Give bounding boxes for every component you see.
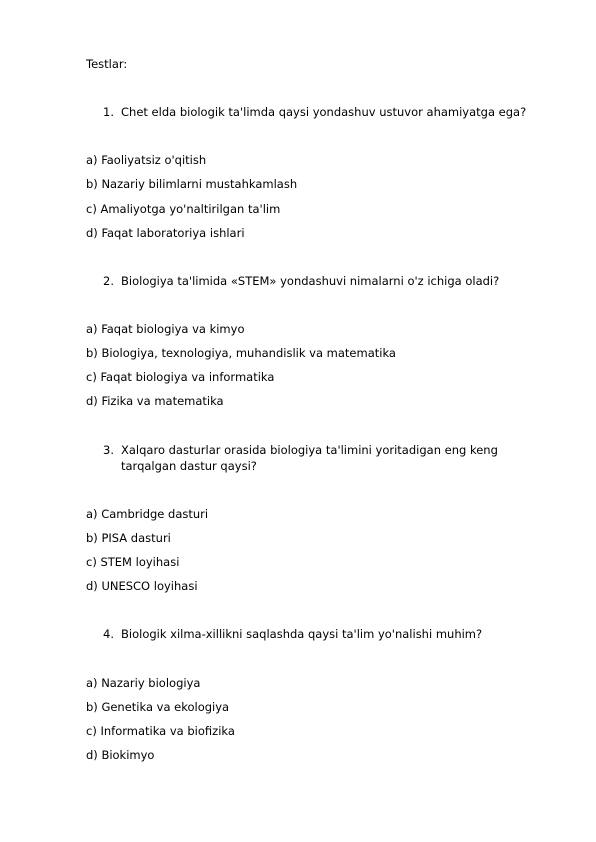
question-3	[103, 442, 523, 474]
answer-option: a) Cambridge dasturi	[86, 507, 209, 521]
question-text: Chet elda biologik ta'limda qaysi yondashuv ustuvor ahamiyatga ega?	[121, 105, 527, 119]
page-heading: Testlar:	[86, 57, 128, 71]
question-number: 3.	[103, 443, 114, 457]
answer-option: d) Faqat laboratoriya ishlari	[86, 226, 245, 240]
question-text: Biologik xilma-xillikni saqlashda qaysi ta'lim yo'nalishi muhim?	[121, 627, 483, 641]
question-1	[103, 104, 543, 120]
answer-option: b) PISA dasturi	[86, 531, 171, 545]
answer-option: b) Genetika va ekologiya	[86, 700, 230, 714]
question-number: 1.	[103, 105, 114, 119]
answer-option: a) Faoliyatsiz o'qitish	[86, 153, 207, 167]
answer-option: d) UNESCO loyihasi	[86, 579, 198, 593]
answer-option: c) STEM loyihasi	[86, 555, 180, 569]
question-number: 2.	[103, 274, 114, 288]
answer-option: c) Amaliyotga yo'naltirilgan ta'lim	[86, 202, 281, 216]
answer-option: d) Biokimyo	[86, 748, 155, 762]
question-text: Biologiya ta'limida «STEM» yondashuvi nimalarni o'z ichiga oladi?	[121, 274, 500, 288]
answer-option: b) Nazariy bilimlarni mustahkamlash	[86, 177, 298, 191]
question-2	[103, 273, 543, 289]
answer-option: d) Fizika va matematika	[86, 394, 224, 408]
answer-option: c) Faqat biologiya va informatika	[86, 370, 275, 384]
question-number: 4.	[103, 627, 114, 641]
answer-option: a) Faqat biologiya va kimyo	[86, 322, 245, 336]
question-4	[103, 626, 543, 642]
answer-option: b) Biologiya, texnologiya, muhandislik va matematika	[86, 346, 396, 360]
question-text: Xalqaro dasturlar orasida biologiya ta'limini yoritadigan eng keng tarqalgan dastur qaysi?	[121, 443, 498, 473]
answer-option: c) Informatika va biofizika	[86, 724, 235, 738]
answer-option: a) Nazariy biologiya	[86, 676, 201, 690]
